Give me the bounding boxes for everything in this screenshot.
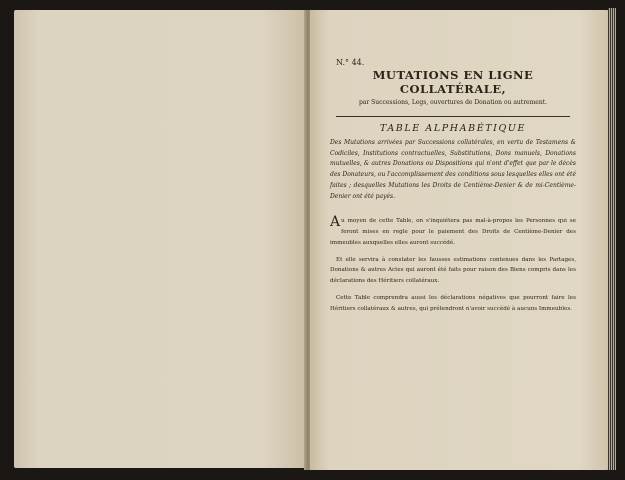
page-title: MUTATIONS EN LIGNE COLLATÉRALE, bbox=[372, 68, 534, 96]
page-content bbox=[330, 58, 576, 315]
divider bbox=[336, 116, 570, 117]
table-title: TABLE ALPHABÉTIQUE bbox=[379, 123, 527, 134]
page-subtitle: par Successions, Legs, ouvertures de Donation ou autrement. bbox=[358, 99, 548, 106]
paragraph-2: Et elle servira à constater les fausses estimations contenues dans les Partages, Donations & autres Actes qui auront été faits pour raison des Biens compris dans les déclarations des Héritiers collatéraux. bbox=[330, 256, 576, 285]
table-description: Des Mutations arrivées par Successions collatérales, en vertu de Testamens & Codiciles, Institutions contractuelles, Substitutions, Dons manuels, Donations mutuelles, & autres Donations ou Dispositions qui n'ont d'effet que par le décès des Donateurs, ou l'accomplissement des conditions sous lesquelles elles ont été faites ; desquelles Mutations les Droits de Centième-Denier & de mi-Centième-Denier ont été payés. bbox=[330, 139, 576, 200]
left-page bbox=[14, 10, 306, 468]
drop-cap: A bbox=[330, 214, 341, 231]
paragraph-1 bbox=[330, 216, 576, 248]
document-number: N.° 44. bbox=[336, 58, 365, 67]
page-edges bbox=[608, 8, 616, 470]
paragraph-3: Cette Table comprendra aussi les déclarations négatives que pourront faire les Héritiers collatéraux & autres, qui prétendront n'avoir succédé à aucuns Immeubles. bbox=[330, 295, 576, 312]
paragraph-1-text: u moyen de cette Table, on s'inquiétera pas mal-à-propos les Personnes qui se feront mises en regle pour le paiement des Droits de Centième-Denier des immeubles auxquelles elles auront succédé. bbox=[330, 218, 576, 246]
